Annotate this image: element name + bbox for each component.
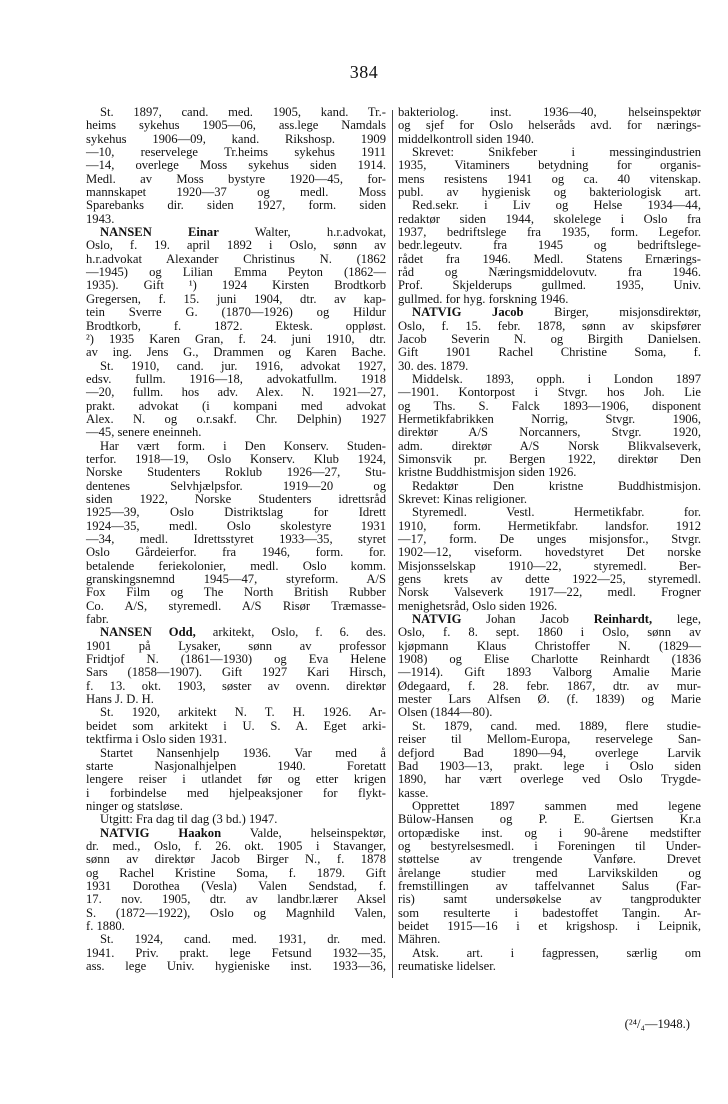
entry-name: NANSEN Odd,	[100, 625, 196, 640]
left-column-line	[86, 907, 386, 920]
line-text: —1945) og Lilian Emma Peyton (1862—	[86, 265, 386, 280]
left-column-line	[86, 787, 386, 800]
left-column-line	[86, 346, 386, 359]
line-text: tektfirma i Oslo siden 1931.	[86, 732, 227, 747]
line-text: Norsk Valseverk 1917—22, medl. Frogner	[398, 585, 701, 600]
line-text: Skrevet: Snikfeber i messingindustrien	[412, 145, 701, 160]
line-text: årelange studier med Larvikskilden og	[398, 865, 701, 880]
line-text: Oslo, f. 15. febr. 1878, sønn av skipsfører	[398, 318, 701, 333]
line-text: St. 1897, cand. med. 1905, kand. Tr.-	[100, 105, 386, 119]
right-column-line	[398, 853, 701, 866]
right-column-line	[398, 613, 701, 626]
right-column-line	[398, 907, 701, 920]
line-text: tein Sverre G. (1870—1926) og Hildur	[86, 305, 386, 320]
line-text: publ. av hygienisk og bakteriologisk art.	[398, 185, 701, 200]
line-text: i forbindelse med hjelpeaksjoner for flykt-	[86, 785, 386, 800]
right-column-line	[398, 293, 701, 306]
line-text: og bestyrelsesmedl. i Foreningen til Under-	[398, 838, 701, 853]
left-column-line	[86, 440, 386, 453]
line-text: av ing. Jens G., Drammen og Karen Bache.	[86, 345, 386, 360]
line-text: Styremedl. Vestl. Hermetikfabr. for.	[412, 505, 701, 520]
right-column-line	[398, 733, 701, 746]
left-column-line	[86, 213, 386, 226]
left-column-line	[86, 546, 386, 559]
left-column-line	[86, 320, 386, 333]
right-column-line	[398, 320, 701, 333]
line-text: 1925—39, Oslo Distriktslag for Idrett	[86, 505, 386, 520]
line-text: middelkontroll siden 1940.	[398, 131, 535, 146]
left-column-line	[86, 640, 386, 653]
entry-name: NATVIG	[412, 612, 462, 627]
left-column-line	[86, 760, 386, 773]
right-column-line	[398, 893, 701, 906]
line-text: fremstillingen av taffelvannet Salus (Far-	[398, 878, 701, 893]
right-column-line	[398, 813, 701, 826]
left-column-line	[86, 693, 386, 706]
right-column-line	[398, 453, 701, 466]
right-column-line	[398, 947, 701, 960]
line-text: ²) 1935 Karen Gran, f. 24. juni 1910, dtr.	[86, 331, 386, 346]
line-text: f. 13. okt. 1903, søster av ovenn. direktør	[86, 678, 386, 693]
left-column-line	[86, 480, 386, 493]
line-text: lege,	[652, 612, 701, 627]
right-column-line	[398, 840, 701, 853]
line-text: 1941. Priv. prakt. lege Fetsund 1932—35,	[86, 945, 386, 960]
line-text: mens resistens 1941 og ca. 40 vitenskap.	[398, 171, 701, 186]
left-column-line	[86, 613, 386, 626]
line-text: 17. nov. 1905, dtr. av landbr.lærer Aksel	[86, 892, 386, 907]
line-text: 1931 Dorothea (Vesla) Valen Sendstad, f.	[86, 878, 386, 893]
left-column-line	[86, 373, 386, 386]
left-column-line	[86, 947, 386, 960]
right-column-line	[398, 253, 701, 266]
line-text: kristne Buddhistmisjon siden 1926.	[398, 465, 577, 480]
right-column-line	[398, 119, 701, 132]
line-text: råd og Næringsmiddelovutv. fra 1946.	[398, 265, 701, 280]
right-column-line	[398, 546, 701, 559]
entry-name: NATVIG Haakon	[100, 825, 222, 840]
line-text: arkitekt, Oslo, f. 6. des.	[195, 625, 386, 640]
right-column-line	[398, 239, 701, 252]
right-column-line	[398, 760, 701, 773]
line-text: Johan Jacob	[461, 612, 594, 627]
line-text: mester Lars Alfsen Ø. (f. 1839) og Marie	[398, 692, 701, 707]
line-text: adm. direktør A/S Norsk Blikvalseverk,	[398, 438, 701, 453]
line-text: støttelse av trengende Vanføre. Drevet	[398, 852, 701, 867]
line-text: Red.sekr. i Liv og Helse 1934—44,	[412, 198, 701, 213]
line-text: 1890, har vært overlege ved Oslo Trygde-	[398, 772, 701, 787]
line-text: kasse.	[398, 785, 429, 800]
left-column-line	[86, 146, 386, 159]
left-column-line	[86, 186, 386, 199]
left-column-line	[86, 586, 386, 599]
left-column-line	[86, 813, 386, 826]
line-text: Sars (1858—1907). Gift 1927 Kari Hirsch,	[86, 665, 386, 680]
line-text: edsv. fullm. 1916—18, advokatfullm. 1918	[86, 371, 386, 386]
line-text: —17, form. De unges misjonsfor., Stvgr.	[398, 532, 701, 546]
right-column-line	[398, 133, 701, 146]
line-text: Alex. N. og o.r.sakf. Chr. Delphin) 1927	[86, 411, 386, 426]
line-text: Hans J. D. H.	[86, 692, 154, 707]
line-text: beidet som arkitekt i U. S. A. Eget arki-	[86, 718, 386, 733]
line-text: Olsen (1844—80).	[398, 705, 493, 720]
line-text: Fridtjof N. (1861—1930) og Eva Helene	[86, 652, 386, 667]
left-column-line	[86, 747, 386, 760]
left-column-line	[86, 600, 386, 613]
right-column-line	[398, 373, 701, 386]
right-column-line	[398, 106, 701, 119]
line-text: Gift 1901 Rachel Christine Soma, f.	[398, 345, 701, 360]
left-column-line	[86, 626, 386, 639]
line-text: St. 1910, cand. jur. 1916, advokat 1927,	[100, 358, 386, 373]
line-text: —14, overlege Moss sykehus siden 1914.	[86, 158, 386, 173]
right-column-line	[398, 480, 701, 493]
line-text: redaktør siden 1944, skolelege i Oslo fra	[398, 211, 701, 226]
line-text: kjøpmann Klaus Christoffer N. (1829—	[398, 638, 701, 653]
line-text: 1935, Vitaminers betydning for organis-	[398, 158, 701, 173]
right-column-line	[398, 773, 701, 786]
line-text: St. 1924, cand. med. 1931, dr. med.	[100, 932, 386, 947]
left-column-line	[86, 533, 386, 546]
line-text: Utgitt: Fra dag til dag (3 bd.) 1947.	[100, 812, 278, 827]
line-text: —45, senere eneinneh.	[86, 425, 202, 440]
line-text: menighetsråd, Oslo siden 1926.	[398, 598, 558, 613]
left-column-line	[86, 173, 386, 186]
left-column-line	[86, 960, 386, 973]
line-text: reiser til Mellom-Europa, reservelege San-	[398, 732, 701, 747]
line-text: Opprettet 1897 sammen med legene	[412, 798, 701, 813]
line-text: Gregersen, f. 15. juni 1904, dtr. av kap-	[86, 291, 386, 306]
line-text: Norske Studenters Roklub 1926—27, Stu-	[86, 465, 386, 480]
entry-name: NATVIG Jacob	[412, 305, 524, 320]
left-column-line	[86, 453, 386, 466]
line-text: Oslo, f. 8. sept. 1860 i Oslo, sønn av	[398, 625, 701, 640]
left-column-line	[86, 400, 386, 413]
line-text: 1943.	[86, 211, 115, 226]
line-text: dentenes Selvhjælpsfor. 1919—20 og	[86, 478, 386, 493]
left-column-line	[86, 279, 386, 292]
line-text: fabr.	[86, 612, 109, 627]
right-column-line	[398, 706, 701, 719]
left-column-line	[86, 893, 386, 906]
right-column-line	[398, 867, 701, 880]
line-text: Mähren.	[398, 932, 441, 947]
left-column-line	[86, 720, 386, 733]
right-column-line	[398, 213, 701, 226]
left-column-line	[86, 506, 386, 519]
line-text: Sparebanks dir. siden 1927, form. siden	[86, 198, 386, 213]
line-text: ninger og statsløse.	[86, 798, 183, 813]
left-column-line	[86, 386, 386, 399]
line-text: —1914). Gift 1893 Valborg Amalie Marie	[398, 665, 701, 680]
left-column-line	[86, 827, 386, 840]
line-text: Valde, helseinspektør,	[221, 825, 387, 840]
line-text: Bad 1903—13, prakt. lege i Oslo siden	[398, 758, 701, 773]
line-text: og sjef for Oslo helseråds avd. for nærings-	[398, 118, 701, 133]
line-text: beidet 1915—16 i et krigshosp. i Leipnik,	[398, 918, 701, 933]
left-column-line	[86, 706, 386, 719]
right-column-line	[398, 266, 701, 279]
right-column-line	[398, 186, 701, 199]
right-column-line	[398, 279, 701, 292]
line-text: Simonsvik pr. Bergen 1922, direktør Den	[398, 451, 701, 466]
line-text: f. 1880.	[86, 918, 125, 933]
left-column-line	[86, 880, 386, 893]
line-text: St. 1920, arkitekt N. T. H. 1926. Ar-	[100, 705, 386, 720]
line-text: Ødegaard, f. 28. febr. 1867, dtr. av mur-	[398, 678, 701, 693]
line-text: Startet Nansenhjelp 1936. Var med å	[100, 745, 386, 760]
right-column-line	[398, 400, 701, 413]
left-column-line	[86, 119, 386, 132]
right-column-line	[398, 666, 701, 679]
left-column-line	[86, 773, 386, 786]
right-column-line	[398, 506, 701, 519]
line-text: Atsk. art. i fagpressen, særlig om	[412, 945, 701, 960]
line-text: Redaktør Den kristne Buddhistmisjon.	[412, 478, 701, 493]
right-column-line	[398, 159, 701, 172]
right-column-line	[398, 560, 701, 573]
right-column-line	[398, 199, 701, 212]
line-text: Jacob Severin N. og Birgith Danielsen.	[398, 331, 701, 346]
line-text: Bülow-Hansen og P. E. Giertsen Kr.a	[398, 812, 701, 827]
right-column-line	[398, 306, 701, 319]
left-column-line	[86, 933, 386, 946]
left-column-line	[86, 653, 386, 666]
line-text: ris) samt undersøkelse av tangprodukter	[398, 892, 701, 907]
right-column-line	[398, 693, 701, 706]
line-text: —1901. Kontorpost i Stvgr. hos Joh. Lie	[398, 385, 701, 400]
right-column-line	[398, 720, 701, 733]
left-column-line	[86, 466, 386, 479]
line-text: gens krets av dette 1922—25, styremedl.	[398, 572, 701, 587]
line-text: betalende feriekolonier, medl. Oslo komm.	[86, 558, 386, 573]
left-column-line	[86, 680, 386, 693]
left-column-line	[86, 253, 386, 266]
line-text: —10, reservelege Tr.heims sykehus 1911	[86, 145, 386, 160]
left-column-line	[86, 560, 386, 573]
line-text: 1902—12, viseform. hovedstyret Det norske	[398, 545, 701, 560]
right-column-line	[398, 573, 701, 586]
right-column-line	[398, 827, 701, 840]
line-text: terfor. 1918—19, Oslo Konserv. Klub 1924,	[86, 451, 386, 466]
line-text: Brodtkorb, f. 1872. Ektesk. oppløst.	[86, 318, 386, 333]
right-column-line	[398, 626, 701, 639]
right-column-line	[398, 800, 701, 813]
line-text: 30. des. 1879.	[398, 358, 469, 373]
line-text: 1924—35, medl. Oslo skolestyre 1931	[86, 518, 386, 533]
left-column	[86, 106, 386, 973]
line-text: og Rachel Kristine Soma, f. 1879. Gift	[86, 865, 386, 880]
left-column-line	[86, 239, 386, 252]
right-column-line	[398, 640, 701, 653]
left-column-line	[86, 800, 386, 813]
line-text: h.r.advokat Alexander Christinus N. (1862	[86, 251, 386, 266]
line-text: —20, fullm. hos adv. Alex. N. 1921—27,	[86, 385, 386, 400]
line-text: gullmed. for hyg. forskning 1946.	[398, 291, 569, 306]
left-column-line	[86, 413, 386, 426]
line-text: 1908) og Elise Charlotte Reinhardt (1836	[398, 652, 701, 667]
left-column-line	[86, 840, 386, 853]
right-column-line	[398, 346, 701, 359]
right-column-line	[398, 933, 701, 946]
line-text: Har vært form. i Den Konserv. Studen-	[100, 438, 386, 453]
right-column-line	[398, 386, 701, 399]
right-column-line	[398, 533, 701, 546]
line-text: Medl. av Moss bystyre 1920—45, for-	[86, 171, 386, 186]
right-column-line	[398, 960, 701, 973]
line-text: Co. A/S, styremedl. A/S Risør Træmasse-	[86, 598, 386, 613]
right-column-line	[398, 920, 701, 933]
left-column-line	[86, 853, 386, 866]
line-text: St. 1879, cand. med. 1889, flere studie-	[412, 718, 701, 733]
right-column-line	[398, 520, 701, 533]
line-text: rådet fra 1946. Medl. Statens Ernærings-	[398, 251, 701, 266]
line-text: siden 1922, Norske Studenters idrettsråd	[86, 491, 386, 506]
column-divider	[392, 110, 393, 978]
footer-date: (²⁴/₄—1948.)	[624, 1017, 690, 1031]
entry-name: Reinhardt,	[593, 612, 653, 627]
left-column-line	[86, 106, 386, 119]
right-column-line	[398, 680, 701, 693]
right-column-line	[398, 653, 701, 666]
line-text: starte Nasjonalhjelpen 1940. Foretatt	[86, 758, 386, 773]
line-text: mannskapet 1920—37 og medl. Moss	[86, 185, 386, 200]
line-text: sykehus 1906—09, kand. Rikshosp. 1909	[86, 131, 386, 146]
left-column-line	[86, 520, 386, 533]
entry-name: NANSEN Einar	[100, 225, 219, 240]
right-column-line	[398, 747, 701, 760]
line-text: Misjonsselskap 1910—22, styremedl. Ber-	[398, 558, 701, 573]
right-column	[398, 106, 701, 973]
right-column-line	[398, 600, 701, 613]
line-text: dr. med., Oslo, f. 26. okt. 1905 i Stavanger,	[86, 838, 386, 853]
line-text: reumatiske lidelser.	[398, 959, 496, 973]
line-text: Oslo Gårdeierfor. fra 1946, form. for.	[86, 545, 386, 560]
line-text: Walter, h.r.advokat,	[218, 225, 386, 240]
right-column-line	[398, 787, 701, 800]
line-text: Oslo, f. 19. april 1892 i Oslo, sønn av	[86, 238, 386, 253]
right-column-line	[398, 146, 701, 159]
right-column-line	[398, 226, 701, 239]
line-text: 1901 på Lysaker, sønn av professor	[86, 638, 386, 653]
line-text: granskingsnemnd 1945—47, styreform. A/S	[86, 572, 386, 587]
line-text: heims sykehus 1905—06, ass.lege Namdals	[86, 118, 386, 133]
right-column-line	[398, 360, 701, 373]
right-column-line	[398, 440, 701, 453]
left-column-line	[86, 226, 386, 239]
left-column-line	[86, 266, 386, 279]
left-column-line	[86, 920, 386, 933]
line-text: Hermetikfabrikken Norrig, Stvgr. 1906,	[398, 411, 701, 426]
line-text: Birger, misjonsdirektør,	[523, 305, 701, 320]
line-text: direktør A/S Norcanners, Stvgr. 1920,	[398, 425, 701, 440]
left-column-line	[86, 159, 386, 172]
right-column-line	[398, 173, 701, 186]
right-column-line	[398, 880, 701, 893]
line-text: som resulterte i badestoffet Tangin. Ar-	[398, 905, 701, 920]
line-text: ortopædiske inst. og i 90-årene medstifter	[398, 825, 701, 840]
line-text: S. (1872—1922), Oslo og Magnhild Valen,	[86, 905, 386, 920]
left-column-line	[86, 133, 386, 146]
line-text: Prof. Skjelderups gullmed. 1935, Univ.	[398, 278, 701, 293]
left-column-line	[86, 666, 386, 679]
line-text: Skrevet: Kinas religioner.	[398, 491, 528, 506]
line-text: lengere reiser i utlandet før og etter krigen	[86, 772, 386, 787]
left-column-line	[86, 426, 386, 439]
left-column-line	[86, 493, 386, 506]
line-text: Fox Film og The North British Rubber	[86, 585, 386, 600]
left-column-line	[86, 199, 386, 212]
line-text: 1937, bedriftslege fra 1935, form. Legefor.	[398, 225, 701, 240]
line-text: 1910, form. Hermetikfabr. landsfor. 1912	[398, 518, 701, 533]
left-column-line	[86, 293, 386, 306]
left-column-line	[86, 733, 386, 746]
page-number: 384	[349, 62, 379, 82]
line-text: defjord Bad 1890—94, overlege Larvik	[398, 745, 701, 760]
right-column-line	[398, 333, 701, 346]
line-text: —34, medl. Idrettsstyret 1933—35, styret	[86, 532, 386, 546]
right-column-line	[398, 586, 701, 599]
line-text: 1935). Gift ¹) 1924 Kirsten Brodtkorb	[86, 278, 386, 293]
right-column-line	[398, 426, 701, 439]
line-text: prakt. advokat (i kompani med advokat	[86, 398, 386, 413]
left-column-line	[86, 867, 386, 880]
line-text: bakteriolog. inst. 1936—40, helseinspektør	[398, 105, 701, 119]
line-text: bedr.legeutv. fra 1945 og bedriftslege-	[398, 238, 701, 253]
left-column-line	[86, 306, 386, 319]
left-column-line	[86, 573, 386, 586]
line-text: ass. lege Univ. hygieniske inst. 1933—36,	[86, 959, 386, 973]
line-text: sønn av direktør Jacob Birger N., f. 1878	[86, 852, 386, 867]
left-column-line	[86, 360, 386, 373]
line-text: Middelsk. 1893, opph. i London 1897	[412, 371, 701, 386]
right-column-line	[398, 413, 701, 426]
left-column-line	[86, 333, 386, 346]
right-column-line	[398, 466, 701, 479]
line-text: og Ths. S. Falck 1893—1906, disponent	[398, 398, 701, 413]
right-column-line	[398, 493, 701, 506]
